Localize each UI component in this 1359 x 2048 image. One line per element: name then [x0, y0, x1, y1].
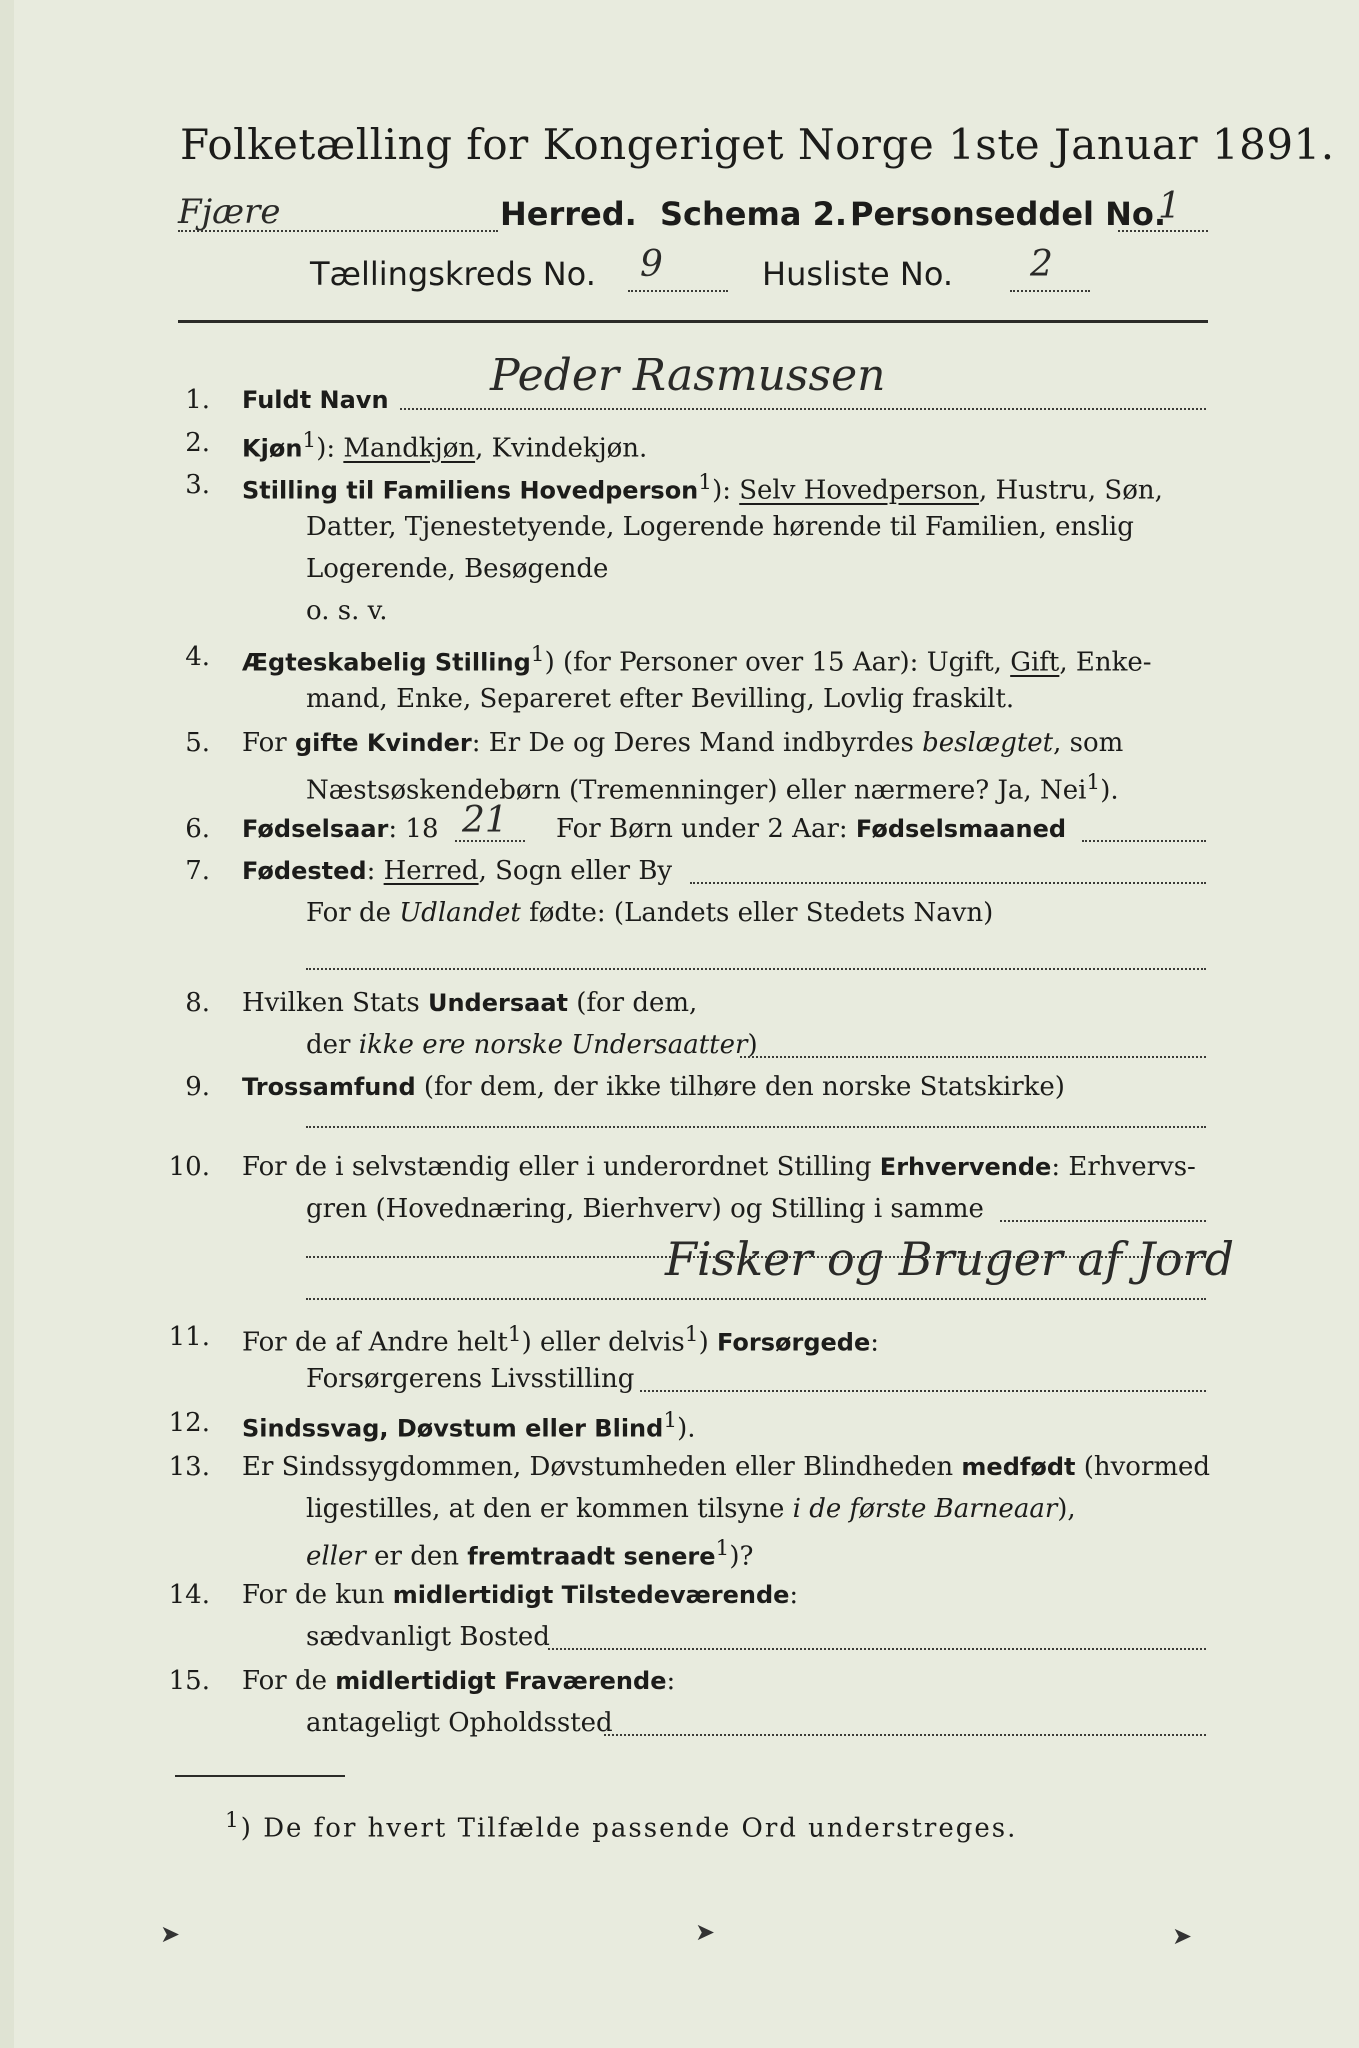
- q11-number: 11.: [168, 1322, 210, 1352]
- q5-row: [242, 728, 1123, 758]
- q11-text-a: For de af Andre helt: [242, 1327, 508, 1358]
- q12-sup: 1: [663, 1408, 678, 1433]
- q12-number: 12.: [168, 1408, 210, 1438]
- q4-text-b: , Enke-: [1059, 647, 1152, 678]
- q6-row-b: [556, 814, 1066, 844]
- q5-sup: 1: [1086, 770, 1101, 795]
- q3-label: Stilling til Familiens Hovedperson: [242, 476, 699, 505]
- q12-row: [242, 1408, 696, 1444]
- q10-text-a: For de i selvstændig eller i underordnet Stilling: [242, 1152, 880, 1182]
- q7-option-herred: Herred: [383, 856, 479, 886]
- herred-label: Herred.: [500, 195, 637, 233]
- q8-line2b: ): [747, 1030, 758, 1060]
- q13-line2-italic: i de første Barneaar: [792, 1494, 1058, 1524]
- q6-row: [242, 814, 439, 844]
- personseddel-dots: [1118, 230, 1208, 232]
- q6-label2: Fødselsmaaned: [855, 815, 1067, 843]
- q10-row: [242, 1152, 1196, 1182]
- herred-value: Fjære: [178, 192, 281, 232]
- q15-text-a: For de: [242, 1666, 336, 1696]
- schema-label: Schema 2.: [660, 195, 847, 233]
- q13-line3-italic: eller: [306, 1541, 366, 1572]
- q14-text-b: :: [789, 1580, 799, 1610]
- q6-month-dots: [1082, 840, 1206, 842]
- q5-line2: Næstsøskendebørn (Tremenninger) eller nærmere? Ja, Nei: [306, 775, 1087, 806]
- q14-dots: [548, 1648, 1206, 1650]
- q7-text-a: :: [366, 856, 384, 886]
- footnote-sup: 1: [225, 1808, 241, 1833]
- q5-line2-row: [306, 770, 1119, 806]
- q7-text-b: , Sogn eller By: [478, 856, 673, 886]
- q6-answer: 21: [462, 800, 508, 841]
- q7-line2a: For de: [306, 898, 400, 928]
- husliste-dots: [1010, 290, 1090, 292]
- q13-text-a: Er Sindssygdommen, Døvstumheden eller Blindheden: [242, 1452, 962, 1482]
- q5-number: 5.: [185, 728, 210, 758]
- q13-line2a: ligestilles, at den er kommen tilsyne: [306, 1494, 793, 1524]
- q8-row: [242, 988, 697, 1018]
- q4-sup: 1: [530, 642, 545, 667]
- q14-number: 14.: [168, 1580, 210, 1610]
- q15-dots: [604, 1734, 1206, 1736]
- q10-line4-dots: [306, 1298, 1206, 1300]
- q8-dots: [740, 1056, 1206, 1058]
- q11-text-c: ): [698, 1327, 717, 1358]
- q10-line2-dots: [1000, 1220, 1206, 1222]
- q1-number: 1.: [185, 385, 210, 415]
- q9-text-b: (for dem, der ikke tilhøre den norske Statskirke): [415, 1072, 1065, 1102]
- q14-label: midlertidigt Tilstedeværende: [392, 1581, 790, 1609]
- q14-line2: sædvanligt Bosted: [306, 1622, 550, 1652]
- q2-row: [242, 428, 647, 464]
- q3-text-a: ):: [712, 475, 740, 506]
- q10-number: 10.: [168, 1152, 210, 1182]
- q13-line3-row: [306, 1536, 753, 1572]
- q8-line2-row: [306, 1030, 758, 1060]
- q12-text-b: ).: [677, 1413, 696, 1444]
- q10-text-b: : Erhvervs-: [1051, 1152, 1196, 1182]
- q6-year-dots: [455, 840, 525, 842]
- q3-text-b: , Hustru, Søn,: [978, 475, 1163, 506]
- husliste-value: 2: [1030, 244, 1053, 285]
- q6-label: Fødselsaar: [242, 815, 389, 843]
- q9-number: 9.: [185, 1072, 210, 1102]
- q5-text-a: For: [242, 728, 295, 758]
- q4-row: [242, 642, 1152, 678]
- personseddel-label: Personseddel No.: [850, 195, 1167, 233]
- q15-row: [242, 1666, 675, 1696]
- q13-text-b: (hvormed: [1075, 1452, 1211, 1482]
- q2-sup: 1: [302, 428, 317, 453]
- q11-row: [242, 1322, 879, 1358]
- q8-line2a: der: [306, 1030, 359, 1060]
- q11-text-b: ) eller delvis: [521, 1327, 685, 1358]
- q3-line3: Logerende, Besøgende: [306, 554, 609, 584]
- q11-text-d: :: [870, 1327, 880, 1358]
- q7-row: [242, 856, 672, 886]
- q9-label: Trossamfund: [242, 1073, 416, 1101]
- q4-label: Ægteskabelig Stilling: [242, 648, 531, 677]
- q1-label: Fuldt Navn: [242, 386, 389, 414]
- q4-line2: mand, Enke, Separeret efter Bevilling, Lovlig fraskilt.: [306, 684, 1015, 714]
- kreds-label: Tællingskreds No.: [310, 255, 596, 293]
- bottom-mark-right: ➤: [1172, 1922, 1193, 1950]
- kreds-value: 9: [640, 244, 663, 285]
- q11-sup-b: 1: [684, 1322, 699, 1347]
- form-title: Folketælling for Kongeriget Norge 1ste Januar 1891.: [180, 120, 1335, 169]
- q3-line4: o. s. v.: [306, 596, 388, 626]
- q5-text-c: , som: [1053, 728, 1124, 758]
- q2-text-a: ):: [316, 433, 344, 464]
- q2-option-mandkjon: Mandkjøn: [343, 433, 476, 464]
- q7-line2b: fødte: (Landets eller Stedets Navn): [520, 898, 994, 928]
- q5-text-d: ).: [1100, 775, 1119, 806]
- footnote: [225, 1808, 1017, 1844]
- bottom-mark-center: ➤: [695, 1918, 716, 1946]
- q7-line2-row: [306, 898, 993, 928]
- q3-sup: 1: [698, 470, 713, 495]
- q3-number: 3.: [185, 470, 210, 500]
- q6-text-b: For Børn under 2 Aar:: [556, 814, 856, 844]
- footnote-text: ) De for hvert Tilfælde passende Ord understreges.: [240, 1813, 1018, 1844]
- q2-label: Kjøn: [242, 434, 303, 463]
- q11-line2: Forsørgerens Livsstilling: [306, 1364, 635, 1394]
- q13-line3-bold: fremtraadt senere: [467, 1542, 716, 1571]
- q13-sup: 1: [715, 1536, 730, 1561]
- q8-text-a: Hvilken Stats: [242, 988, 428, 1018]
- q7-label: Fødested: [242, 857, 367, 885]
- kreds-dots: [628, 290, 728, 292]
- q12-label: Sindssvag, Døvstum eller Blind: [242, 1414, 664, 1443]
- q4-number: 4.: [185, 642, 210, 672]
- q10-label: Erhvervende: [879, 1153, 1052, 1181]
- q8-text-b: (for dem,: [567, 988, 698, 1018]
- q11-label: Forsørgede: [716, 1328, 871, 1357]
- q15-line2: antageligt Opholdssted: [306, 1708, 613, 1738]
- q3-option-selv: Selv Hovedperson: [739, 475, 979, 506]
- q15-label: midlertidigt Fraværende: [335, 1667, 667, 1695]
- footnote-rule: [175, 1775, 345, 1777]
- q7-number: 7.: [185, 856, 210, 886]
- q14-text-a: For de kun: [242, 1580, 393, 1610]
- q13-line2-row: [306, 1494, 1076, 1524]
- q13-row: [242, 1452, 1210, 1482]
- q4-text-a: ) (for Personer over 15 Aar): Ugift,: [544, 647, 1011, 678]
- q1-dots: [400, 408, 1206, 410]
- q11-sup-a: 1: [507, 1322, 522, 1347]
- q13-label: medfødt: [961, 1453, 1076, 1481]
- husliste-label: Husliste No.: [762, 255, 953, 293]
- q6-text-a: : 18: [388, 814, 439, 844]
- herred-dots: [178, 230, 498, 232]
- q1-row: [242, 385, 389, 415]
- q14-row: [242, 1580, 798, 1610]
- q13-number: 13.: [168, 1452, 210, 1482]
- q13-line2b: ),: [1057, 1494, 1076, 1524]
- q9-dots: [306, 1126, 1206, 1128]
- q8-line2-italic: ikke ere norske Undersaatter: [358, 1030, 748, 1060]
- q7-line3-dots: [306, 968, 1206, 970]
- q13-line3c: )?: [729, 1541, 754, 1572]
- q2-number: 2.: [185, 428, 210, 458]
- q15-text-b: :: [666, 1666, 676, 1696]
- q9-row: [242, 1072, 1065, 1102]
- q15-number: 15.: [168, 1666, 210, 1696]
- q6-number: 6.: [185, 814, 210, 844]
- q8-label: Undersaat: [427, 989, 568, 1017]
- q10-answer: Fisker og Bruger af Jord: [665, 1232, 1235, 1286]
- q5-text-b: : Er De og Deres Mand indbyrdes: [471, 728, 923, 758]
- personseddel-value: 1: [1158, 186, 1181, 227]
- q3-row: [242, 470, 1163, 506]
- q5-label: gifte Kvinder: [294, 729, 472, 757]
- q10-line2: gren (Hovednæring, Bierhverv) og Stilling i samme: [306, 1194, 984, 1224]
- q7-line2-italic: Udlandet: [399, 898, 521, 928]
- header-rule: [178, 320, 1208, 323]
- bottom-mark-left: ➤: [160, 1920, 181, 1948]
- q5-italic: beslægtet: [922, 728, 1054, 758]
- q7-dots: [690, 882, 1206, 884]
- q3-line2: Datter, Tjenestetyende, Logerende hørende til Familien, enslig: [306, 512, 1134, 542]
- q1-answer: Peder Rasmussen: [490, 350, 886, 401]
- q8-number: 8.: [185, 988, 210, 1018]
- q4-option-gift: Gift: [1010, 647, 1060, 678]
- q11-dots: [640, 1390, 1206, 1392]
- q2-text-b: , Kvindekjøn.: [475, 433, 648, 464]
- q13-line3a: er den: [365, 1541, 468, 1572]
